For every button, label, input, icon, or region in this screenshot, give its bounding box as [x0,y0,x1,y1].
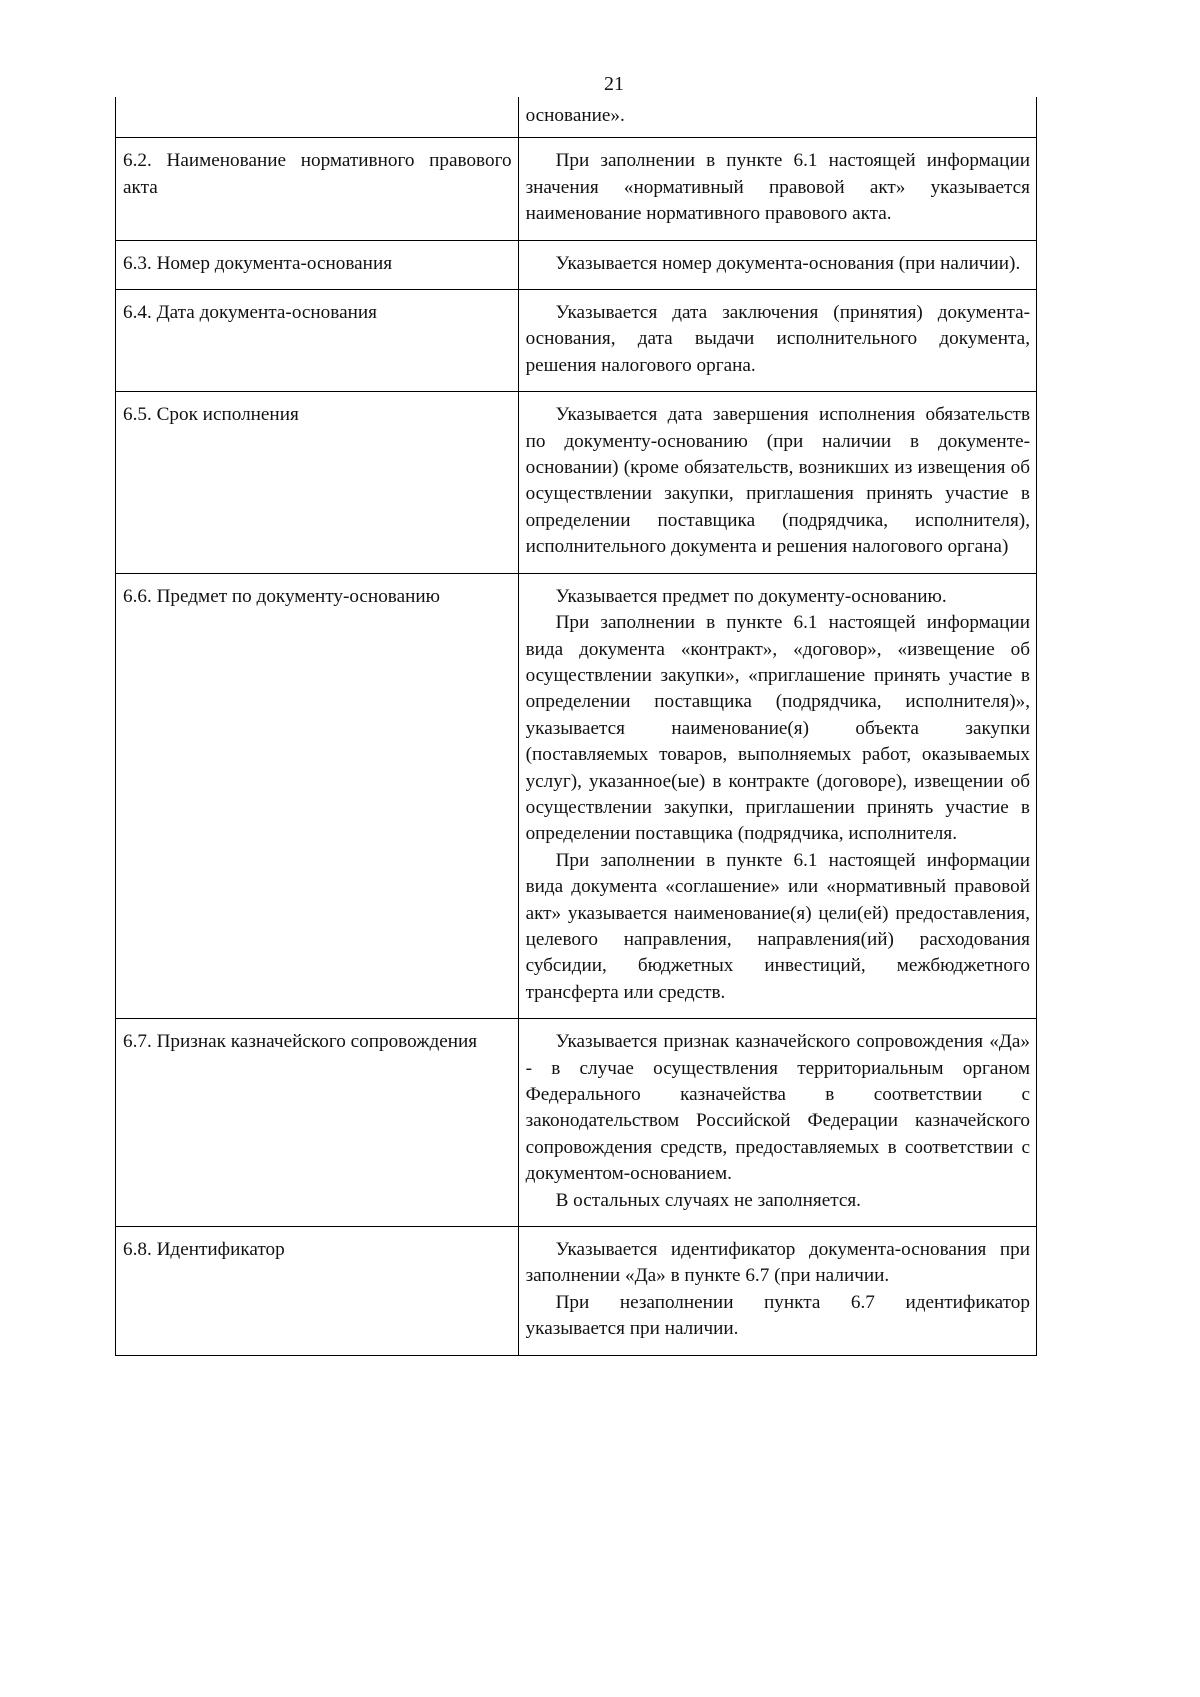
field-name-text: 6.7. Признак казначейского сопровождения [123,1031,478,1053]
description-paragraph: Указывается номер документа-основания (при наличии). [555,252,1021,274]
field-name-text: 6.3. Номер документа-основания [123,252,393,274]
table-row [116,138,1037,240]
page-number: 21 [604,73,624,95]
description-cell [518,240,1036,289]
field-name-cell [116,1019,519,1227]
description-paragraph: При заполнении в пункте 6.1 настоящей информации вида документа «контракт», «договор», «извещение об осуществлении закупки», «приглашение принять участие в определении поставщика (подрядчика, исполнителя)», указывается наименование(я) объекта закупки (поставляемых товаров, выполняемых работ, оказываемых услуг), указанное(ые) в контракте (договоре), извещении об осуществлении закупки, приглашении принять участие в определении поставщика (подрядчика, исполнителя. [525,612,1030,845]
field-name-cell [116,240,519,289]
description-paragraph: Указывается признак казначейского сопровождения «Да» - в случае осуществления территориальным органом Федерального казначейства в соответствии с законодательством Российской Федерации казначейского сопровождения средств, предоставляемых в соответствии с документом-основанием. [525,1031,1030,1185]
description-paragraph: В остальных случаях не заполняется. [555,1189,861,1211]
field-name-text: 6.8. Идентификатор [123,1239,285,1261]
table-row [116,1227,1037,1356]
requirements-table [115,97,1037,1356]
description-paragraph: Указывается идентификатор документа-основания при заполнении «Да» в пункте 6.7 (при наличии. [525,1239,1030,1287]
description-paragraph: Указывается дата завершения исполнения обязательств по документу-основанию (при наличии в документе-основании) (кроме обязательств, возникших из извещения об осуществлении закупки, приглашения принять участие в определении поставщика (подрядчика, исполнителя), исполнительного документа и решения налогового органа) [525,404,1030,558]
field-name-cell [116,290,519,392]
field-name-text: 6.2. Наименование нормативного правового акта [123,150,512,198]
field-name-cell [116,392,519,573]
table-row [116,1019,1037,1227]
description-cell [518,1227,1036,1356]
field-name-text: 6.6. Предмет по документу-основанию [123,585,440,607]
description-paragraph: Указывается предмет по документу-основанию. [555,585,947,607]
description-cell [518,573,1036,1019]
field-name-cell [116,1227,519,1356]
description-cell [518,290,1036,392]
description-paragraph: При незаполнении пункта 6.7 идентификатор указывается при наличии. [525,1291,1030,1340]
description-cell [518,97,1036,138]
table-row [116,392,1037,573]
field-name-cell [116,97,519,138]
table-row [116,240,1037,289]
table-row [116,290,1037,392]
field-name-text: 6.5. Срок исполнения [123,404,299,426]
table-row [116,97,1037,138]
table-row [116,573,1037,1019]
description-cell [518,1019,1036,1227]
description-paragraph: Указывается дата заключения (принятия) документа-основания, дата выдачи исполнительного документа, решения налогового органа. [525,302,1030,376]
description-paragraph: При заполнении в пункте 6.1 настоящей информации значения «нормативный правовой акт» указывается наименование нормативного правового акта. [525,150,1030,225]
description-paragraph: При заполнении в пункте 6.1 настоящей информации вида документа «соглашение» или «нормативный правовой акт» указывается наименование(я) цели(ей) предоставления, целевого направления, направления(ий) расходования субсидии, бюджетных инвестиций, межбюджетного трансферта или средств. [525,849,1030,1003]
field-name-cell [116,573,519,1019]
field-name-cell [116,138,519,240]
description-paragraph: основание». [525,105,625,126]
description-cell [518,138,1036,240]
description-cell [518,392,1036,573]
field-name-text: 6.4. Дата документа-основания [123,302,377,324]
